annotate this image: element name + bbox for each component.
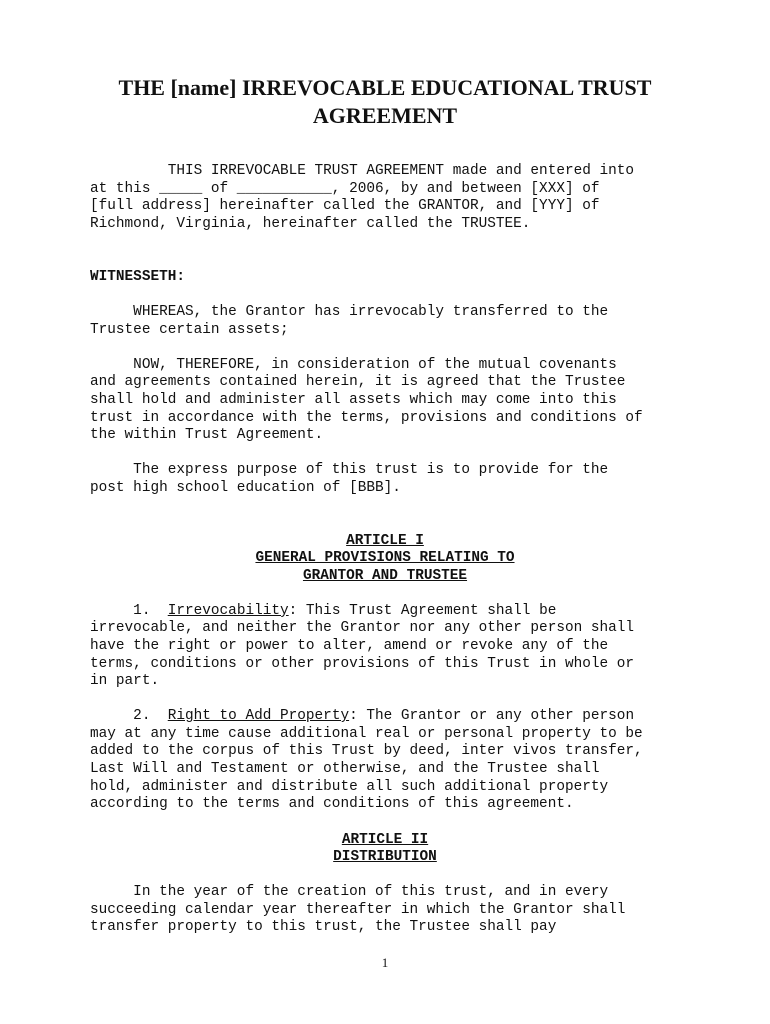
section-2-line: added to the corpus of this Trust by deed, inter vivos transfer, [90,743,643,759]
section-1-first-line [90,603,556,621]
now-therefore-line: the within Trust Agreement. [90,427,324,443]
section-2-line: Last Will and Testament or otherwise, and the Trustee shall [90,761,600,777]
title-line-2: AGREEMENT [312,103,458,128]
section-1-title: Irrevocability [167,603,289,619]
intro-line: THIS IRREVOCABLE TRUST AGREEMENT made and entered into [90,163,635,179]
section-2-title: Right to Add Property [167,708,350,724]
article-2-subheading: DISTRIBUTION [333,849,437,865]
section-1-text: : This Trust Agreement shall be [288,603,557,619]
now-therefore-line: trust in accordance with the terms, provisions and conditions of [90,410,643,426]
now-therefore-line: NOW, THEREFORE, in consideration of the mutual covenants [90,357,617,373]
section-2-number: 2. [90,708,168,724]
section-2-line: may at any time cause additional real or personal property to be [90,726,643,742]
section-1-line: irrevocable, and neither the Grantor nor any other person shall [90,620,635,636]
distribution-line: transfer property to this trust, the Trustee shall pay [90,919,557,935]
whereas-line: Trustee certain assets; [90,322,289,338]
section-2-text: : The Grantor or any other person [349,708,635,724]
section-1-number: 1. [90,603,168,619]
witnesseth-heading: WITNESSETH: [90,269,185,285]
now-therefore-line: and agreements contained herein, it is agreed that the Trustee [90,374,626,390]
now-therefore-line: shall hold and administer all assets which may come into this [90,392,617,408]
section-1-line: in part. [90,673,160,689]
page-number: 1 [381,955,389,970]
intro-line: [full address] hereinafter called the GRANTOR, and [YYY] of [90,198,600,214]
article-2-heading: ARTICLE II [341,832,429,848]
document-title [60,74,710,130]
section-2-line: according to the terms and conditions of this agreement. [90,796,574,812]
section-2-first-line [90,708,634,726]
distribution-line: In the year of the creation of this trust, and in every [90,884,609,900]
article-1-heading: ARTICLE I [346,533,424,549]
purpose-line: post high school education of [BBB]. [90,480,401,496]
section-1-line: have the right or power to alter, amend or revoke any of the [90,638,609,654]
intro-line: at this _____ of ___________, 2006, by and between [XXX] of [90,181,600,197]
distribution-line: succeeding calendar year thereafter in which the Grantor shall [90,902,626,918]
purpose-line: The express purpose of this trust is to provide for the [90,462,609,478]
intro-line: Richmond, Virginia, hereinafter called the TRUSTEE. [90,216,531,232]
title-line-1: THE [name] IRREVOCABLE EDUCATIONAL TRUST [118,75,652,100]
article-1-subheading: GRANTOR AND TRUSTEE [302,568,468,584]
whereas-line: WHEREAS, the Grantor has irrevocably transferred to the [90,304,609,320]
section-2-line: hold, administer and distribute all such additional property [90,779,609,795]
section-1-line: terms, conditions or other provisions of this Trust in whole or [90,656,635,672]
article-1-subheading: GENERAL PROVISIONS RELATING TO [255,550,515,566]
